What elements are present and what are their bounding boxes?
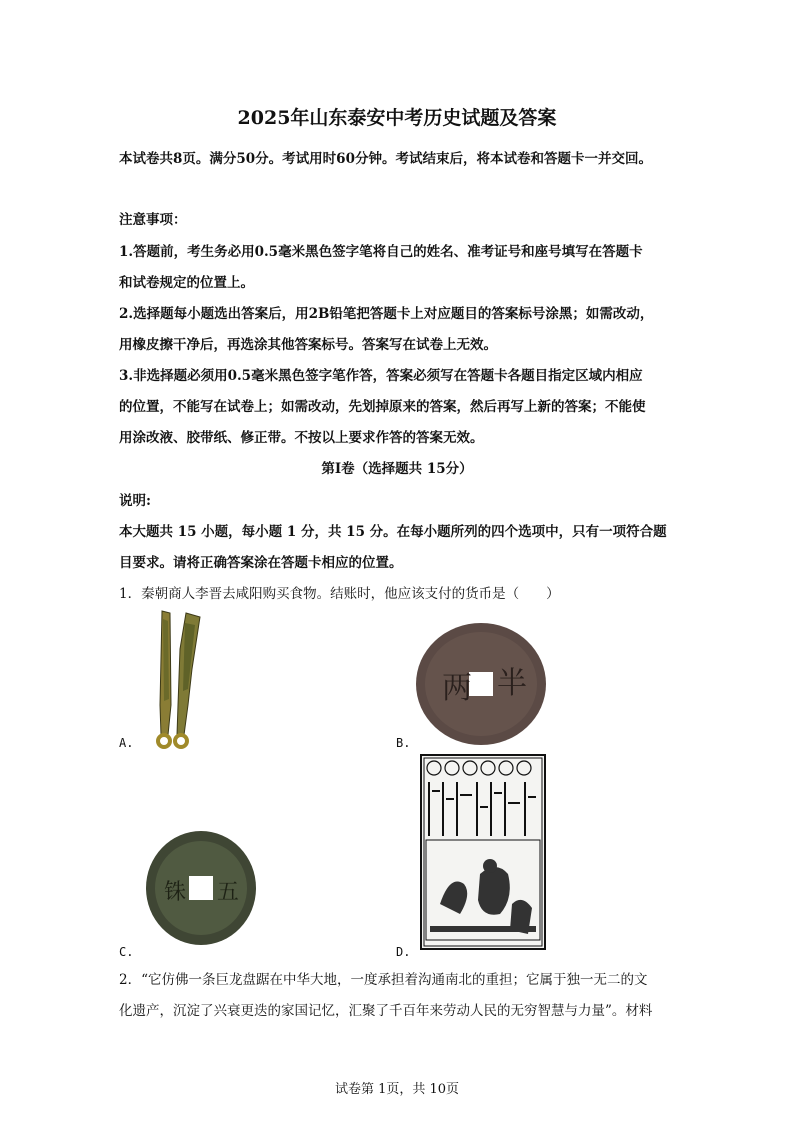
option-b-label: B. — [396, 736, 411, 750]
explain-line: 本大题共 15 小题，每小题 1 分，共 15 分。在每小题所列的四个选项中，只有一项符合题 — [119, 524, 667, 540]
intro-text: 本试卷共8页。满分50分。考试用时60分钟。考试结束后，将本试卷和答题卡一并交回。 — [119, 151, 652, 167]
note-line: 用橡皮擦干净后，再选涂其他答案标号。答案写在试卷上无效。 — [119, 337, 497, 353]
coin-b-char-right: 半 — [497, 666, 527, 701]
question-2-line: 2．“它仿佛一条巨龙盘踞在中华大地，一度承担着沟通南北的重担；它属于独一无二的文 — [119, 972, 648, 988]
option-d-label: D. — [396, 945, 411, 959]
note-line: 用涂改液、胶带纸、修正带。不按以上要求作答的答案无效。 — [119, 430, 484, 446]
option-a-label: A. — [119, 736, 134, 750]
note-line: 1.答题前，考生务必用0.5毫米黑色签字笔将自己的姓名、准考证号和座号填写在答题卡 — [119, 244, 643, 260]
explain-heading: 说明: — [119, 493, 151, 509]
option-d-jiaozi-banknote-image — [420, 754, 546, 950]
section-title: 第Ⅰ卷（选择题共 15分） — [321, 461, 473, 477]
notes-heading: 注意事项： — [119, 212, 187, 228]
explain-line: 目要求。请将正确答案涂在答题卡相应的位置。 — [119, 555, 403, 571]
note-line: 和试卷规定的位置上。 — [119, 275, 254, 291]
option-c-wuzhu-coin-image — [144, 829, 258, 947]
page-footer: 试卷第 1页，共 10页 — [334, 1082, 460, 1097]
page-title: 2025年山东泰安中考历史试题及答案 — [237, 107, 557, 129]
question-2-line: 化遗产，沉淀了兴衰更迭的家国记忆，汇聚了千百年来劳动人民的无穷智慧与力量”。材料 — [119, 1003, 653, 1019]
coin-b-char-left: 两 — [442, 671, 472, 706]
option-b-banliang-coin-image — [414, 621, 548, 747]
note-line: 3.非选择题必须用0.5毫米黑色签字笔作答，答案必须写在答题卡各题目指定区域内相应 — [119, 368, 643, 384]
note-line: 2.选择题每小题选出答案后，用2B铅笔把答题卡上对应题目的答案标号涂黑；如需改动， — [119, 306, 654, 322]
coin-c-char-right: 五 — [217, 880, 240, 905]
option-a-knife-coins-image — [148, 609, 210, 749]
note-line: 的位置，不能写在试卷上；如需改动，先划掉原来的答案，然后再写上新的答案；不能使 — [119, 399, 646, 415]
coin-c-char-left: 铢 — [164, 880, 187, 905]
question-1-text: 1．秦朝商人李晋去咸阳购买食物。结账时，他应该支付的货币是（ ） — [119, 586, 560, 602]
option-c-label: C. — [119, 945, 134, 959]
